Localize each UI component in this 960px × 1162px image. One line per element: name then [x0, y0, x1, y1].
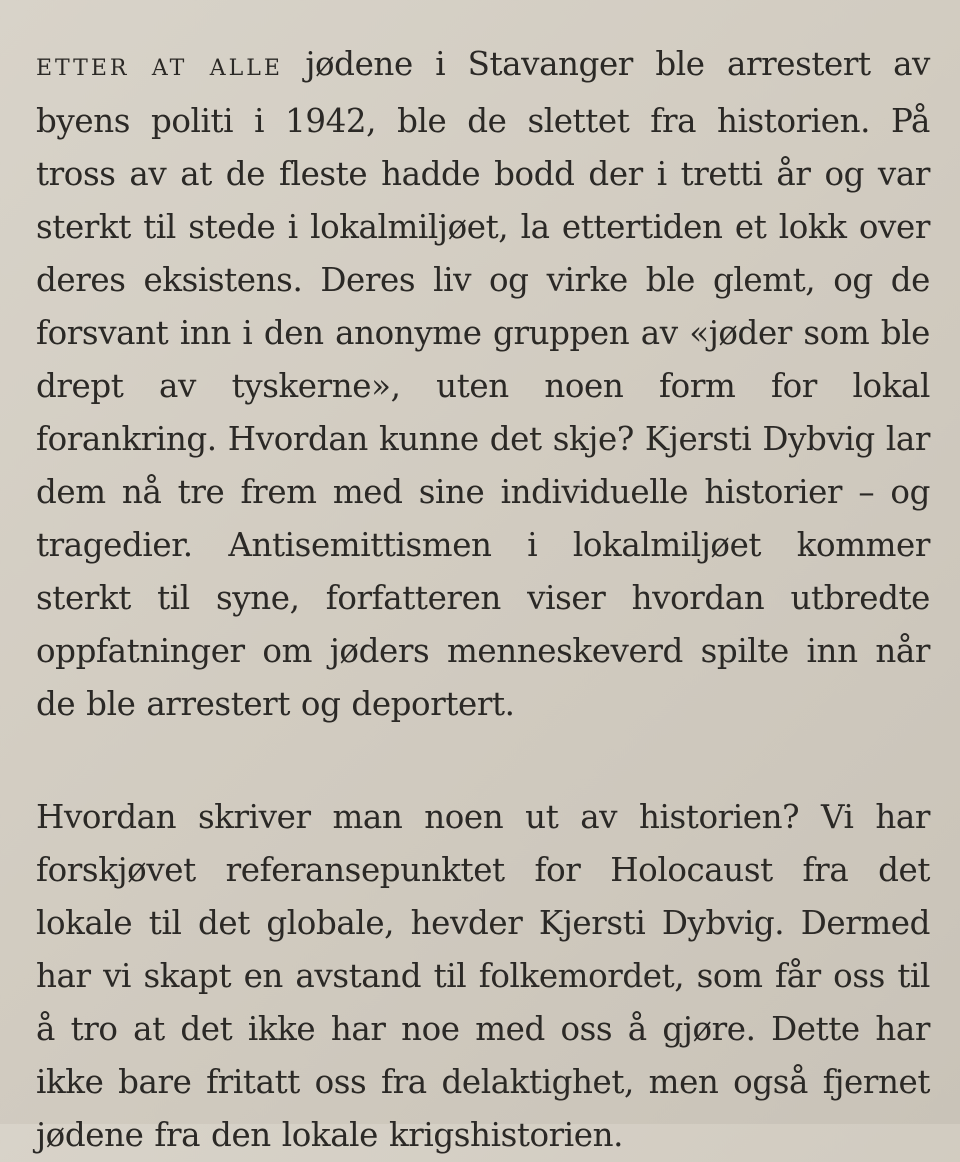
small-caps-lead-in: ETTER AT ALLE: [36, 56, 283, 81]
paragraph-2-body: Hvordan skriver man noen ut av historien? Vi har forskjøvet referansepunktet for Holocaust fra det lokale til det globale, hevder Kjersti Dybvig. Dermed har vi skapt en avstand til folkemordet, som får oss til å tro at det ikke har noe med oss å gjøre. Dette har ikke bare fritatt oss fra delaktighet, men også fjernet jødene fra den lokale krigshistorien.: [36, 798, 930, 1154]
paragraph-1: [36, 38, 930, 731]
paragraph-2: [36, 791, 930, 1162]
paragraph-1-body: jødene i Stavanger ble arrestert av byens politi i 1942, ble de slettet fra historien. På tross av at de fleste hadde bodd der i tretti år og var sterkt til stede i lokalmiljøet, la ettertiden et lokk over deres eksistens. Deres liv og virke ble glemt, og de forsvant inn i den anonyme gruppen av «jøder som ble drept av tyskerne», uten noen form for lokal forankring. Hvordan kunne det skje? Kjersti Dybvig lar dem nå tre frem med sine individuelle historier – og tragedier. Antisemittismen i lokalmiljøet kommer sterkt til syne, forfatteren viser hvordan utbredte oppfatninger om jøders menneskeverd spilte inn når de ble arrestert og deportert.: [36, 45, 931, 723]
